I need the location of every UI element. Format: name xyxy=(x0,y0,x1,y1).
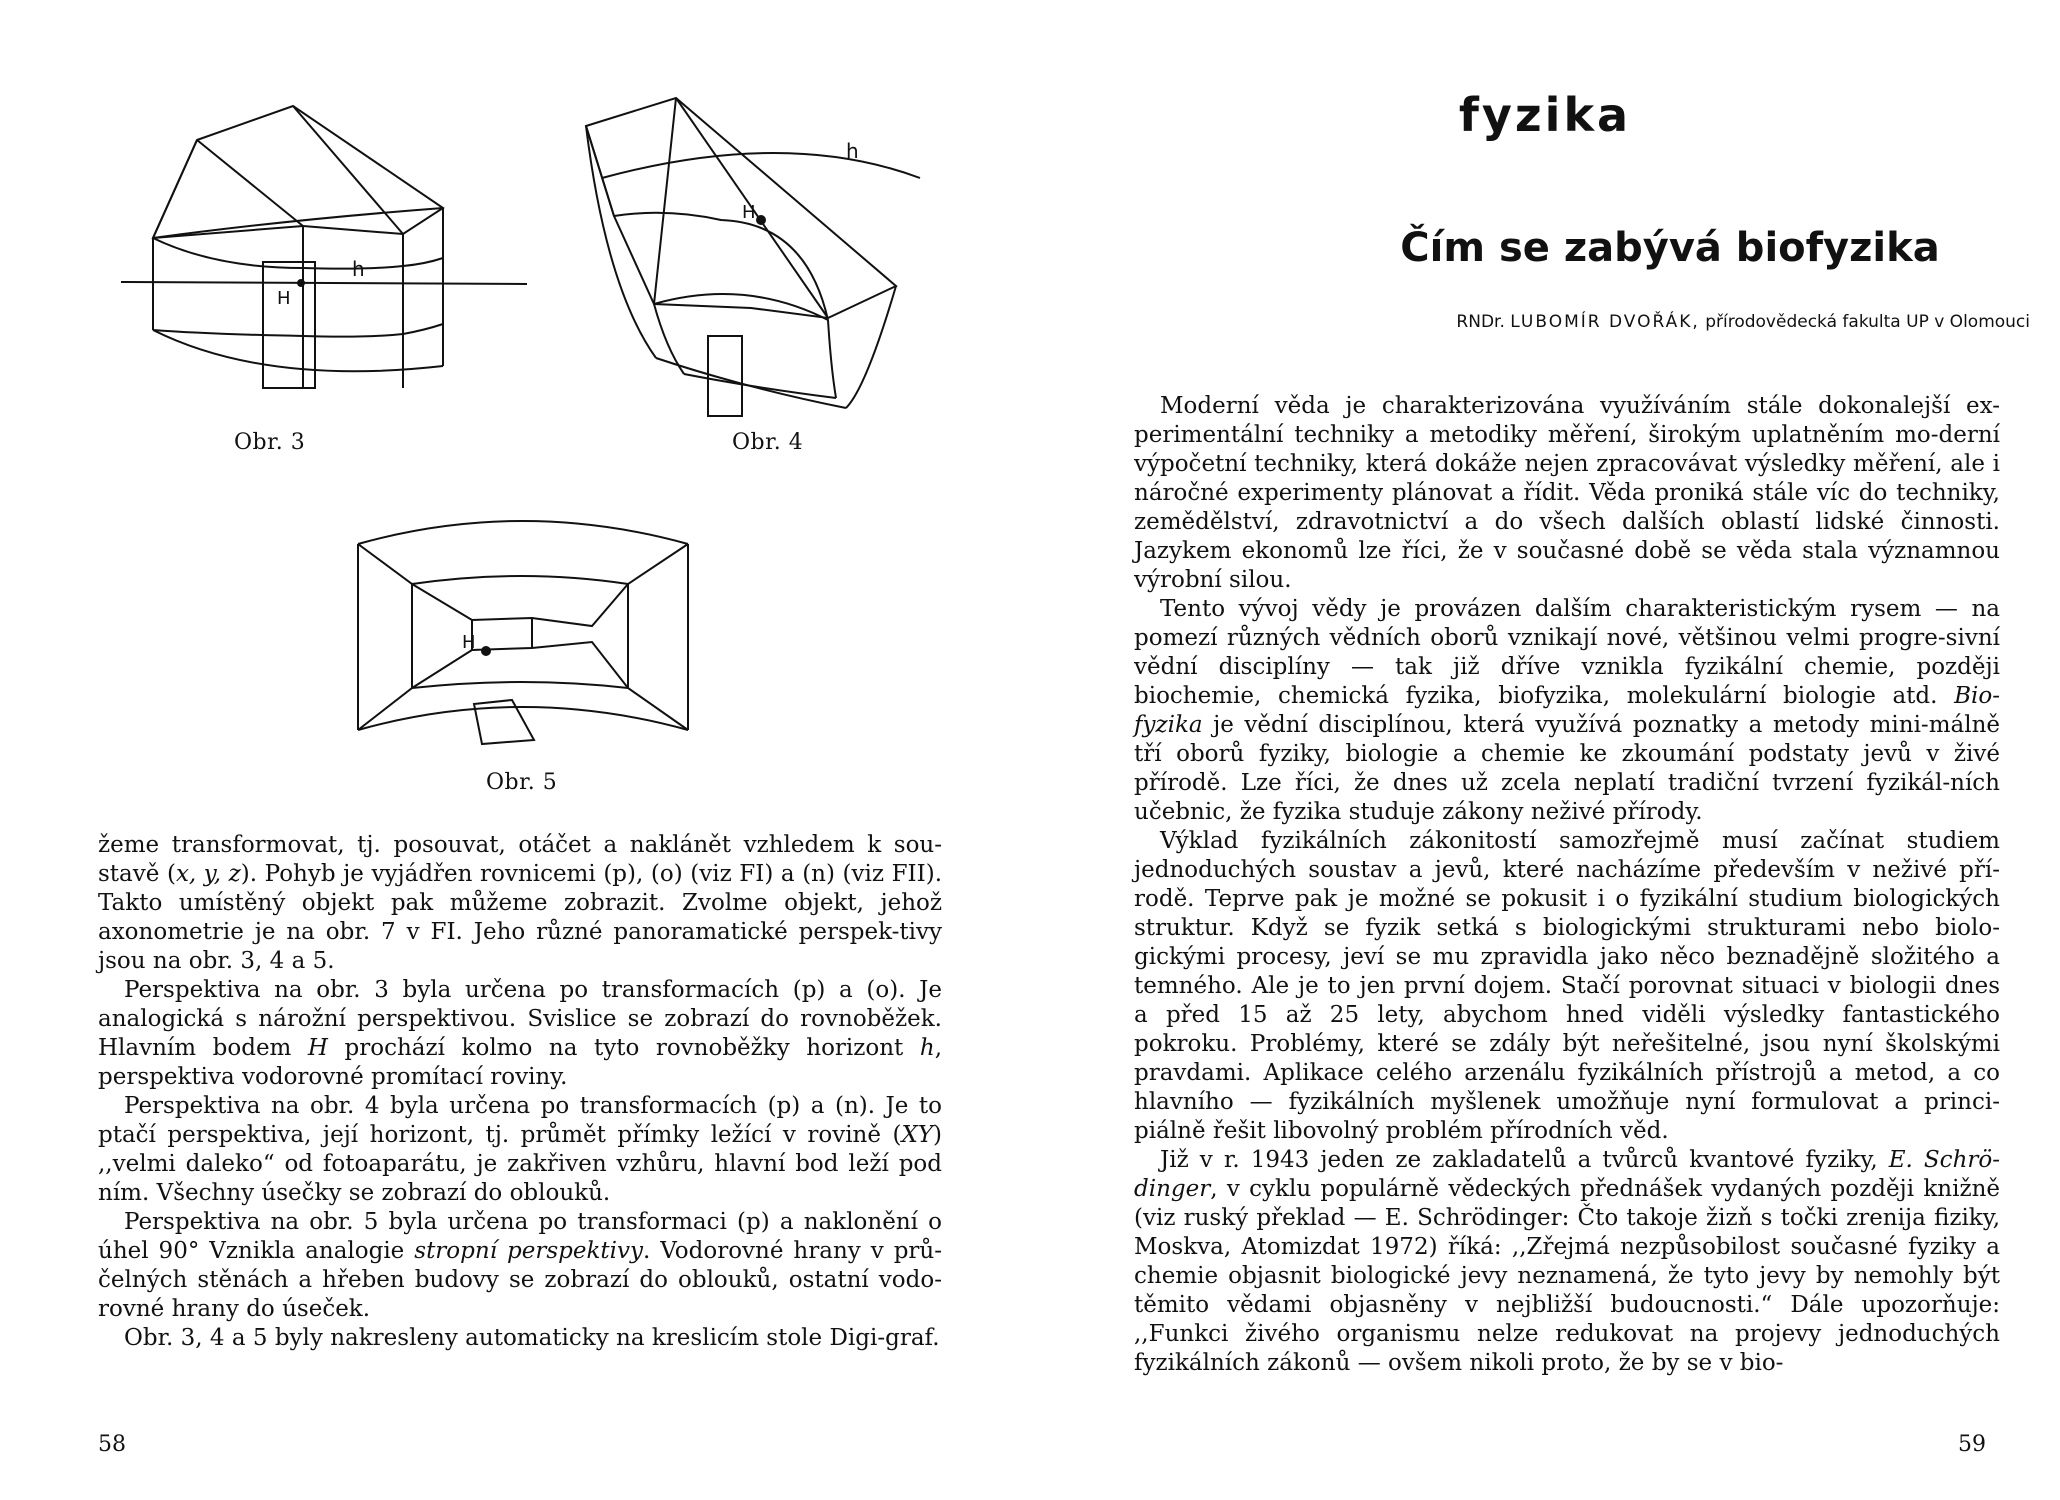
fig3-label-H: H xyxy=(277,288,291,309)
figure-obr-4 xyxy=(566,88,946,418)
left-paragraph-5: Obr. 3, 4 a 5 byly nakresleny automaticky na kreslicím stole Digi-graf. xyxy=(124,1325,940,1351)
right-body-text xyxy=(1134,392,2000,1378)
fig3-roof xyxy=(153,106,443,238)
caption-obr-3: Obr. 3 xyxy=(234,430,306,455)
fig4-roof xyxy=(586,98,896,318)
caption-obr-4: Obr. 4 xyxy=(732,430,804,455)
fig5-top-arc xyxy=(358,521,688,544)
fig5-label-H: H xyxy=(462,632,476,653)
right-paragraph-3: Výklad fyzikálních zákonitostí samozřejmě musí začínat studiem jednoduchých soustav a jevů, které nacházíme především v neživé pří-rodě. Teprve pak je možné se pokusit i o fyzikální studium biologických struktur. Když se fyzik setká s biologickými strukturami nebo biolo-gickými procesy, jeví se mu zpravidla jako něco beznadějně složitého a temného. Ale je to jen první dojem. Stačí porovnat situaci v biologii dnes a před 15 až 25 lety, abychom hned viděli výsledky fantastického pokroku. Problémy, které se zdály být neřešitelné, jsou nyní školskými pravdami. Aplikace celého arzenálu fyzikálních přístrojů a metod, a co hlavního — fyzikálních myšlenek umožňuje nyní formulovat a princi-piálně řešit libovolný problém přírodních věd. xyxy=(1134,828,2000,1144)
right-paragraph-1: Moderní věda je charakterizována využíváním stále dokonalejší ex-perimentální techniky a metodiky měření, širokým uplatněním mo-derní výpočetní techniky, která dokáže nejen zpracovávat výsledky měření, ale i náročné experimenty plánovat a řídit. Věda proniká stále víc do techniky, zemědělství, zdravotnictví a do všech dalších oblastí lidské činnosti. Jazykem ekonomů lze říci, že v současné době se věda stala významnou výrobní silou. xyxy=(1134,393,2000,593)
fig4-horizon-curve xyxy=(602,153,920,178)
fig5-point-h xyxy=(482,647,490,655)
left-paragraph-2: Perspektiva na obr. 3 byla určena po transformacích (p) a (o). Je analogická s nárožní perspektivou. Svislice se zobrazí do rovnoběžek. Hlavním bodem H prochází kolmo na tyto rovnoběžky horizont h, perspektiva vodorovné promítací roviny. xyxy=(98,977,942,1090)
figure-obr-3 xyxy=(115,98,545,408)
figure-obr-5 xyxy=(352,508,702,758)
page-number-right: 59 xyxy=(1958,1432,1986,1457)
article-title: Čím se zabývá biofyzika xyxy=(1400,225,1940,271)
fig4-label-h: h xyxy=(846,139,859,163)
left-paragraph-1: žeme transformovat, tj. posouvat, otáčet a naklánět vzhledem k sou-stavě (x, y, z). Pohyb je vyjádřen rovnicemi (p), (o) (viz FI) a (n) (viz FII). Takto umístěný objekt pak můžeme zobrazit. Zvolme objekt, jehož axonometrie je na obr. 7 v FI. Jeho různé panoramatické perspek-tivy jsou na obr. 3, 4 a 5. xyxy=(98,832,943,974)
fig3-label-h: h xyxy=(352,257,365,281)
section-title: fyzika xyxy=(1458,88,1632,142)
fig3-point-h xyxy=(298,280,304,286)
fig3-horizon-line xyxy=(121,282,527,284)
byline-affiliation: přírodovědecká fakulta UP v Olomouci xyxy=(1705,312,2030,332)
page-number-left: 58 xyxy=(98,1432,126,1457)
right-paragraph-2: Tento vývoj vědy je provázen dalším charakteristickým rysem — na pomezí různých vědních oborů vznikají nové, většinou velmi progre-sivní vědní disciplíny — tak již dříve vznikla fyzikální chemie, později biochemie, chemická fyzika, biofyzika, molekulární biologie atd. Bio-fyzika je vědní disciplínou, která využívá poznatky a metody mini-málně tří oborů fyziky, biologie a chemie ke zkoumání podstaty jevů v živé přírodě. Lze říci, že dnes už zcela neplatí tradiční tvrzení fyzikál-ních učebnic, že fyzika studuje zákony neživé přírody. xyxy=(1134,596,2000,825)
byline-author-name: LUBOMÍR DVOŘÁK, xyxy=(1510,312,1700,332)
caption-obr-5: Obr. 5 xyxy=(486,770,558,795)
byline xyxy=(1230,312,2030,332)
left-body-text xyxy=(98,831,942,1353)
right-page xyxy=(1030,0,2060,1500)
fig4-point-h xyxy=(757,216,765,224)
left-paragraph-4: Perspektiva na obr. 5 byla určena po transformaci (p) a naklonění o úhel 90° Vznikla analogie stropní perspektivy. Vodorovné hrany v prů-čelných stěnách a hřeben budovy se zobrazí do oblouků, ostatní vodo-rovné hrany do úseček. xyxy=(98,1209,942,1322)
right-paragraph-4: Již v r. 1943 jeden ze zakladatelů a tvůrců kvantové fyziky, E. Schrö-dinger, v cyklu populárně vědeckých přednášek vydaných později knižně (viz ruský překlad — E. Schrödinger: Čto takoje žizň s točki zrenija fiziky, Moskva, Atomizdat 1972) říká: ,,Zřejmá nezpůsobilost současné fyziky a chemie objasnit biologické jevy neznamená, že tyto jevy by nemohly být těmito vědami objasněny v nejbližší budoucnosti.“ Dále upozorňuje: ,,Funkci živého organismu nelze redukovat na projevy jednoduchých fyzikálních zákonů — ovšem nikoli proto, že by se v bio- xyxy=(1134,1147,2000,1376)
left-paragraph-3: Perspektiva na obr. 4 byla určena po transformacích (p) a (n). Je to ptačí perspektiva, její horizont, tj. průmět přímky ležící v rovině (XY) ,,velmi daleko“ od fotoaparátu, je zakřiven vzhůru, hlavní bod leží pod ním. Všechny úsečky se zobrazí do oblouků. xyxy=(98,1093,942,1206)
byline-prefix: RNDr. xyxy=(1456,312,1505,332)
fig4-label-H: H xyxy=(742,202,756,223)
